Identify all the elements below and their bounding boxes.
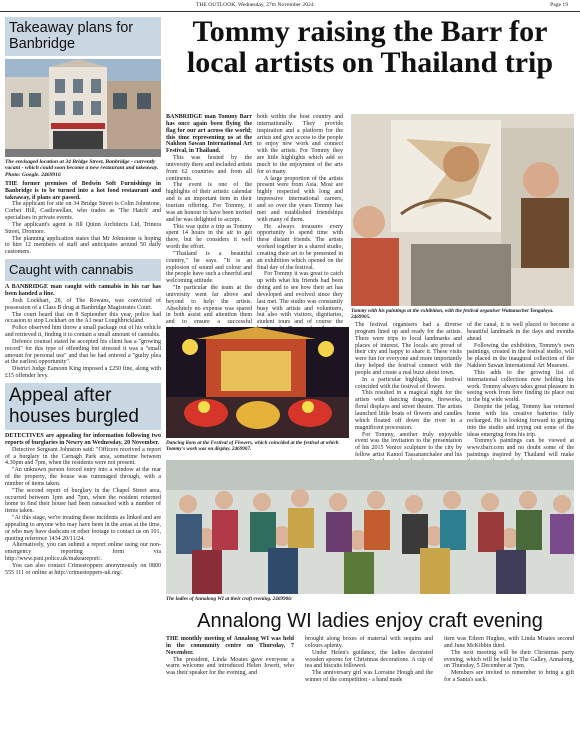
tommy-photo-illustration — [351, 114, 574, 306]
cannabis-heading: Caught with cannabis — [5, 259, 161, 281]
wi-lead: THE monthly meeting of Annalong WI was held in the community centre on Thursday, 7 November. — [166, 636, 294, 656]
takeaway-story — [5, 17, 161, 256]
wi-para: item was Eileen Hughes, with Linda Moates second and June McKibbin third. — [444, 636, 574, 649]
tommy-para: A large proportion of the artists present were from Asia. Most are highly respected with long and impressive international careers, and so over the years Tommy has met and established friendships with many of them. — [257, 175, 343, 223]
appeal-para: "At this stage, we're treating these incidents as linked and are appealing to anyone who may have been in the areas at the time, or who may have dashcam or other footage to contact us on 101, quoting reference 1434 20/11/24. — [5, 515, 161, 542]
wi-para: brought along boxes of material with sequins and colours aplenty. — [305, 636, 433, 649]
appeal-para: "The second report of burglary in the Chapel Street area, occurred between 1pm and 7pm, when the resident returned home to find their house had been ransacked with a number of items taken. — [5, 487, 161, 515]
bridge-street-illustration — [5, 59, 161, 157]
wi-group-photo-illustration — [166, 460, 574, 594]
tommy-para: This adds to the growing list of international collections now holding his work. Tommy always takes great pleasure in seeing work from here finding its place out in the big wide world. — [467, 369, 574, 404]
takeaway-para: The planning application states that Mr Johnstone is hoping to hire 12 members of staff and anticipates around 50 daily customers. — [5, 235, 161, 256]
tommy-para: Tommy's paintings can be viewed at www.tbarr.com and no doubt some of the paintings inspired by Thailand will make — [467, 438, 574, 459]
wi-para: Members are invited to remember to bring a gift for a Santa's sack. — [444, 670, 574, 684]
wi-headline: Annalong WI ladies enjoy craft evening — [197, 610, 543, 632]
left-column — [5, 17, 161, 733]
tommy-story-col-2 — [257, 114, 343, 324]
tommy-para: For Tommy, another truly enjoyable event was the invitation to the presentation of his 2015 Venice sculpture to the city by fellow artist Kamol Tassananchalee and his — [355, 431, 462, 459]
tommy-para: Despite the jetlag, Tommy has returned home with his creative batteries fully recharged. He is looking forward to getting into the studio and trying out some of the ideas emerging from his trip. — [467, 404, 574, 438]
appeal-para: Alternatively, you can submit a report online using our non-emergency reporting form via http://www.psni.police.uk/makeareport/. — [5, 542, 161, 563]
tommy-para: This was hosted by the university there and included artists from 62 countries and from all continents. — [166, 155, 252, 182]
tommy-story-col-3 — [355, 322, 462, 459]
tommy-story-col-1 — [166, 114, 252, 324]
page-number: Page 19 — [550, 2, 568, 8]
cannabis-para: The court heard that on 8 September this year, police had occasion to stop Lockhart on the A1 near Loughbrickland. — [5, 311, 161, 325]
cannabis-lead: A BANBRIDGE man caught with cannabis in his car has been handed a fine. — [5, 284, 161, 298]
appeal-heading: Appeal after houses burgled — [5, 383, 161, 430]
tommy-para: "In particular the team at the university went far above and beyond to help the artists. Absolutely no expense was spared in both assist and attention them and to ensure a successful — [166, 285, 252, 326]
appeal-para: "An unknown person forced entry into a window at the rear of the property, the house was rummaged through, with a number of items taken. — [5, 467, 161, 487]
wi-para: The next meeting will be their Christmas party evening, which will be held in The Galley, Annalong, on Thursday, 5 December at 7pm. — [444, 649, 574, 670]
cannabis-para: District Judge Eamonn King imposed a £250 fine, along with £15 offender levy. — [5, 366, 161, 380]
tommy-para: Following the exhibition, Tommy's own paintings, created in the festival studio, will be placed in the inaugural collection of the Nakhon Sawan International Art Museum. — [467, 342, 574, 370]
tommy-para: For Tommy it was great to catch up with what his friends had been doing and to see how their art has developed and evolved since they last met. The studio was constantly busy with artists and volunteers, but also with visitors, dignitaries, student tours and of course the — [257, 271, 343, 326]
tommy-para: of the canal, it is well placed to become a beautiful landmark in the days and months ahead. — [467, 322, 574, 342]
tommy-para: He always treasures every opportunity to spend time with these distant friends. The artists worked together in a shared studio, creating their art to be presented in an exhibition which opened on the final day of the festival. — [257, 223, 343, 271]
publication-line: THE OUTLOOK, Wednesday, 27th November 2024 — [196, 2, 314, 8]
tommy-para: This resulted in a magical night for the artists with dancing dragons, fireworks, floral displays and street theatre. The artists launched little boats of flowers and candles which floated off down the river in a magnificent procession. — [355, 390, 462, 431]
appeal-story — [5, 383, 161, 577]
appeal-para: Detective Sergeant Johnston said: "Officers received a report of a burglary in the Carnagh Park area, sometime between 4.30pm and 7pm, when the residents were not present. — [5, 446, 161, 467]
wi-story-col-1 — [166, 636, 294, 732]
tommy-para: This was quite a trip as Tommy spent 14 hours in the air to get there, but he considers it well worth the effort. — [166, 223, 252, 251]
bridge-street-photo — [5, 59, 161, 157]
cannabis-story — [5, 259, 161, 380]
takeaway-heading: Takeaway plans for Banbridge — [5, 17, 161, 56]
cannabis-para: Josh Lockhart, 28, of The Rowans, was convicted of possession of a Class B drug at Banbridge Magistrates Court. — [5, 297, 161, 311]
tommy-para: both within the host country and internationally. They provide inspiration and a platform for the artists and give access to the people to enjoy new work and connect with the artists. For Tommy they are little highlights which add so much to the enjoyment of the arts for so many. — [257, 114, 343, 175]
appeal-lead: DETECTIVES are appealing for information following two reports of burglaries in Newry on Wednesday, 20 November. — [5, 432, 161, 446]
tommy-lead: BANBRIDGE man Tommy Barr has once again been flying the flag for our art across the world; this time representing us at the Nakhon Sawan International Art Festival, in Thailand. — [166, 114, 252, 155]
festival-photo — [166, 327, 349, 438]
takeaway-para: The applicant for site on 34 Bridge Street is Colin Johnstone, Corbet Hill, Castlewellan, who trades as 'The Hatch' and specialises in private events. — [5, 201, 161, 222]
tommy-photo — [351, 114, 574, 306]
tommy-story-col-4 — [467, 322, 574, 459]
festival-caption: Dancing lions at the Festival of Flowers, which coincided at the festival at which Tommy's work was on display. 2469907. — [166, 440, 339, 452]
wi-para: The president, Linda Moates gave everyone a warm welcome and introduced Helen Jowett, who was their speaker for the evening, and — [166, 656, 294, 677]
cannabis-para: Defence counsel stated he accepted his client has a "growing record" for this type of offending but stressed it was a "small amount for personal use" and that he had entered a "guilty plea at the earliest opportunity". — [5, 338, 161, 366]
tommy-para: "Thailand is a beautiful country," he says. "It is an explosion of sound and colour and the people have such a cheerful and welcoming attitude. — [166, 250, 252, 285]
wi-caption: The ladies of Annalong WI at their craft evening. 2469906/ — [166, 596, 293, 602]
cannabis-para: Police observed him throw a small package out of his vehicle and retrieved it, finding it to contain a small amount of cannabis. — [5, 325, 161, 339]
takeaway-lead: THE former premises of Bedwin Soft Furnishings in Banbridge is to be turned into a hot food restaurant and takeaway, if plans are passed. — [5, 180, 161, 201]
main-headline: Tommy raising the Barr for local artists on Thailand trip — [186, 15, 554, 79]
tommy-para: In a particular highlight, the festival coincided with the festival of flowers. — [355, 376, 462, 390]
takeaway-para: The applicant's agent is Jill Quinn Architects Ltd, Trinera Street, Dromore. — [5, 221, 161, 235]
wi-story-col-3 — [444, 636, 574, 732]
appeal-para: You can also contact Crimestoppers anonymously on 0800 555 111 or online at http://crimestoppers-uk.org/. — [5, 563, 161, 576]
page-header — [0, 0, 580, 12]
wi-group-photo — [166, 460, 574, 594]
tommy-para: The event is one of the highlights of their artistic calendar and is an important item in their tourism offering. For Tommy, it was an honour to have been invited and he was delighted to accept. — [166, 182, 252, 223]
tommy-para: The festival organisers had a diverse program lined up and ready for the artists. There were trips to local landmarks and places of interest. The locals are proud of their city and happy to share it. These visits were fun for everyone and more importantly they helped the festival connect with the people and create a real buzz about town. — [355, 322, 462, 376]
festival-photo-illustration — [166, 327, 349, 438]
takeaway-caption: The envisaged location at 34 Bridge Street, Banbridge - currently vacant - which could soon become a new restaurant and takeaway. Photo: Google. 2469916 — [5, 159, 159, 178]
wi-story-col-2 — [305, 636, 433, 732]
wi-para: Under Helen's guidance, the ladies decorated wooden spoons for Christmas decorations. A cup of tea and biscuits followed. — [305, 649, 433, 670]
wi-para: The anniversary girl was Lorraine Hough and the winner of the competition - a hand made — [305, 670, 433, 684]
tommy-caption: Tommy with his paintings at the exhibition, with the festival organiser Wuttanachet Tongaloya. 2469905. — [351, 308, 554, 320]
